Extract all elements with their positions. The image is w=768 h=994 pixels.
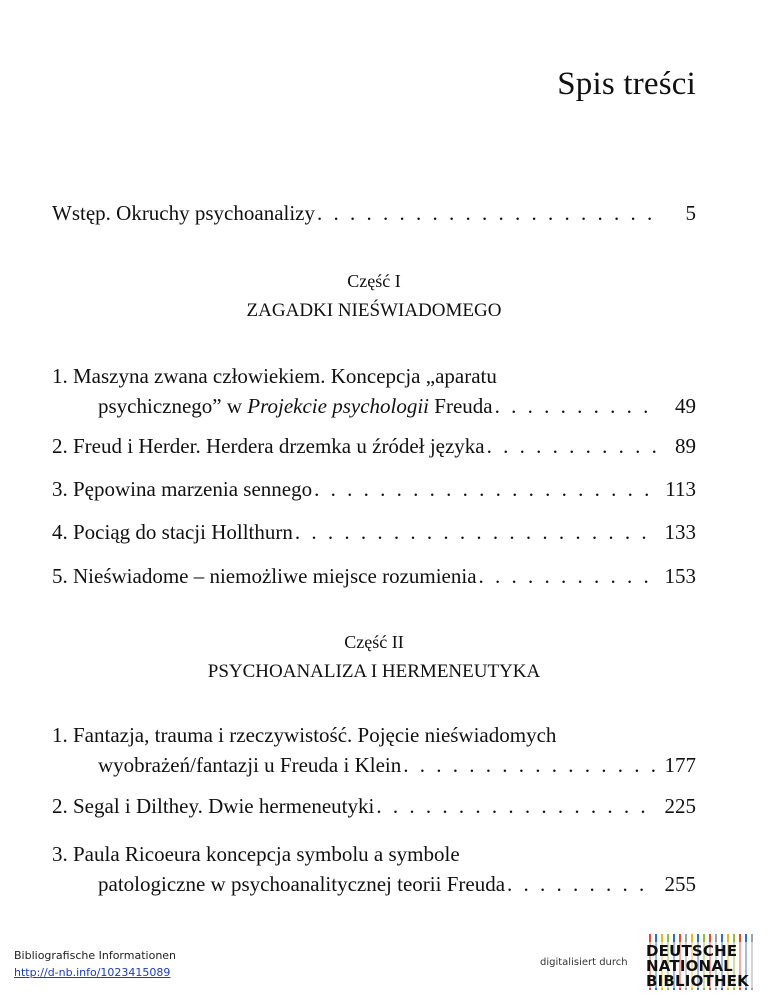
- toc-page-number: 49: [675, 394, 696, 418]
- toc-entry[interactable]: [52, 431, 696, 461]
- part-title: PSYCHOANALIZA I HERMENEUTYKA: [207, 661, 541, 682]
- toc-entry[interactable]: [52, 791, 696, 821]
- toc-entry[interactable]: [52, 720, 696, 780]
- toc-entry[interactable]: [52, 839, 696, 899]
- dnb-logo-word: DEUTSCHE: [646, 942, 738, 960]
- toc-entry-title-line1: 1. Maszyna zwana człowiekiem. Koncepcja „aparatu: [52, 364, 497, 388]
- toc-page-number: 113: [665, 477, 696, 501]
- toc-page-number: 225: [664, 794, 696, 818]
- toc-entry-title: 5. Nieświadome – niemożliwe miejsce rozumienia: [52, 564, 477, 588]
- toc-entry-title: 3. Pępowina marzenia sennego: [52, 477, 313, 501]
- toc-page-number: 255: [664, 872, 696, 896]
- toc-entry-title: 2. Freud i Herder. Herdera drzemka u źródeł języka: [52, 434, 485, 458]
- part-title: ZAGADKI NIEŚWIADOMEGO: [246, 300, 502, 321]
- bibliographic-info-link[interactable]: http://d-nb.info/1023415089: [14, 966, 171, 979]
- page-title: Spis treści: [557, 66, 696, 102]
- toc-page-number: 153: [664, 564, 696, 588]
- dot-leader: [507, 869, 656, 899]
- dnb-logo: [646, 934, 756, 990]
- part-heading-2: [52, 627, 696, 687]
- dot-leader: [314, 474, 656, 504]
- toc-entry-intro[interactable]: [52, 198, 696, 228]
- toc-entry-title-line2: psychicznego” w Projekcie psychologii Freuda: [98, 394, 493, 418]
- dnb-logo-word: NATIONAL: [646, 957, 733, 975]
- toc-page-number: 133: [664, 520, 696, 544]
- digitalized-by-label: digitalisiert durch: [540, 957, 628, 968]
- toc-entry-title: Wstęp. Okruchy psychoanalizy: [52, 201, 316, 225]
- toc-entry[interactable]: [52, 561, 696, 591]
- dot-leader: [479, 561, 656, 591]
- toc-page-number: 177: [664, 753, 696, 777]
- bibliographic-info-label: Bibliografische Informationen: [14, 949, 177, 962]
- toc-page-number: 5: [685, 201, 696, 225]
- dot-leader: [295, 517, 656, 547]
- part-label: Część I: [347, 271, 401, 291]
- dot-leader: [403, 750, 656, 780]
- toc-entry-title: 2. Segal i Dilthey. Dwie hermeneutyki: [52, 794, 375, 818]
- dot-leader: [495, 391, 656, 421]
- toc-entry[interactable]: [52, 361, 696, 421]
- toc-entry[interactable]: [52, 474, 696, 504]
- dot-leader: [317, 198, 656, 228]
- toc-entry-title: 4. Pociąg do stacji Hollthurn: [52, 520, 293, 544]
- part-heading-1: [52, 266, 696, 326]
- toc-entry-title-line1: 1. Fantazja, trauma i rzeczywistość. Pojęcie nieświadomych: [52, 723, 557, 747]
- bibliographic-info: [14, 947, 176, 981]
- toc-entry[interactable]: [52, 517, 696, 547]
- part-label: Część II: [344, 632, 404, 652]
- dnb-logo-word: BIBLIOTHEK: [646, 972, 749, 990]
- toc-entry-title-line2: wyobrażeń/fantazji u Freuda i Klein: [98, 753, 402, 777]
- dot-leader: [487, 431, 656, 461]
- dot-leader: [376, 791, 656, 821]
- toc-page-number: 89: [675, 434, 696, 458]
- toc-entry-title-line1: 3. Paula Ricoeura koncepcja symbolu a symbole: [52, 842, 460, 866]
- toc-entry-title-line2: patologiczne w psychoanalitycznej teorii Freuda: [98, 872, 506, 896]
